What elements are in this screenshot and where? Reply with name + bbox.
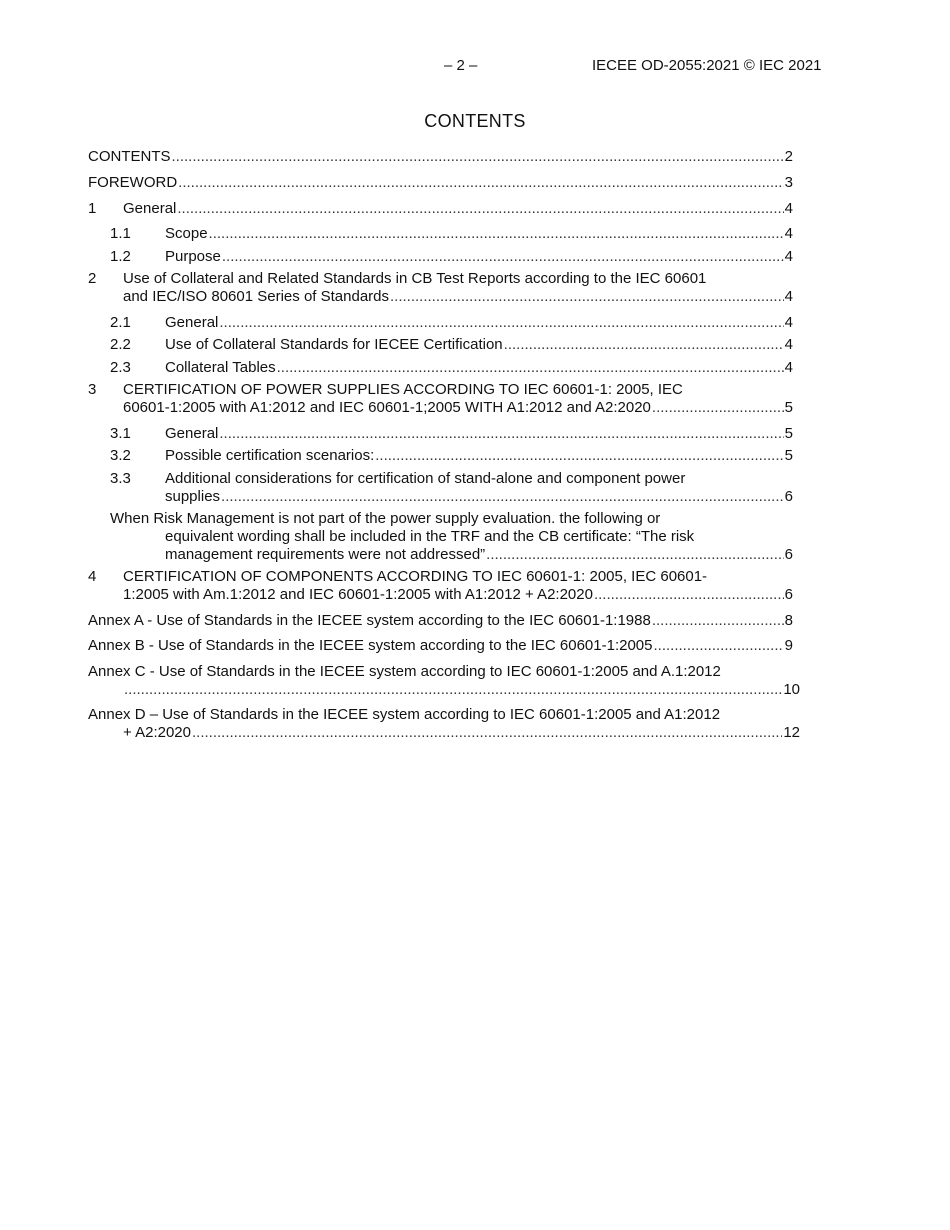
toc-entry-2-2[interactable]: 2.2 Use of Collateral Standards for IECEE Certification ..... 4 [88,336,793,354]
toc-entry-annex-d[interactable]: Annex D – Use of Standards in the IECEE system according to IEC 60601-1:2005 and A1:2012 + A2:2020 ..... 12 [88,706,800,742]
toc-entry-annex-a[interactable]: Annex A - Use of Standards in the IECEE system according to the IEC 60601-1:1988 ..... 8 [88,612,793,630]
toc-entry-2[interactable]: 2 Use of Collateral and Related Standards in CB Test Reports according to the IEC 60601 and IEC/ISO 80601 Series of Standards ..... 4 [88,270,793,306]
toc-entry-2-3[interactable]: 2.3 Collateral Tables ..... 4 [88,359,793,377]
toc-entry-3-1[interactable]: 3.1 General ..... 5 [88,425,793,443]
toc-entry-1[interactable]: 1 General ..... 4 [88,200,793,218]
toc-entry-3-2[interactable]: 3.2 Possible certification scenarios: ..... 5 [88,447,793,465]
toc-entry-1-1[interactable]: 1.1 Scope ..... 4 [88,225,793,243]
toc-entry-annex-c[interactable]: Annex C - Use of Standards in the IECEE system according to IEC 60601-1:2005 and A.1:2012 ..... 10 [88,663,800,699]
toc-entry-contents[interactable]: CONTENTS ..... 2 [88,148,793,166]
toc-entry-4[interactable]: 4 CERTIFICATION OF COMPONENTS ACCORDING TO IEC 60601-1: 2005, IEC 60601- 1:2005 with Am.1:2012 and IEC 60601-1:2005 with A1:2012 + A2:2020 ..... 6 [88,568,793,604]
toc-entry-2-1[interactable]: 2.1 General ..... 4 [88,314,793,332]
toc-entry-1-2[interactable]: 1.2 Purpose ..... 4 [88,248,793,266]
toc-entry-3[interactable]: 3 CERTIFICATION OF POWER SUPPLIES ACCORDING TO IEC 60601-1: 2005, IEC 60601-1:2005 with A1:2012 and IEC 60601-1;2005 WITH A1:2012 and A2:2020 ..... 5 [88,381,793,417]
toc-entry-3-3[interactable]: 3.3 Additional considerations for certification of stand-alone and component power supplies ..... 6 [88,470,793,506]
toc-entry-risk-management[interactable]: When Risk Management is not part of the power supply evaluation. the following or equivalent wording shall be included in the TRF and the CB certificate: “The risk management requirements were not addressed” ..... 6 [110,510,793,564]
page-number: – 2 – [444,57,478,74]
toc-title: CONTENTS [424,111,526,131]
toc-entry-foreword[interactable]: FOREWORD ..... 3 [88,174,793,192]
document-reference: IECEE OD-2055:2021 © IEC 2021 [592,57,822,74]
page-header [0,57,950,77]
toc-entry-annex-b[interactable]: Annex B - Use of Standards in the IECEE system according to the IEC 60601-1:2005 ..... 9 [88,637,793,655]
